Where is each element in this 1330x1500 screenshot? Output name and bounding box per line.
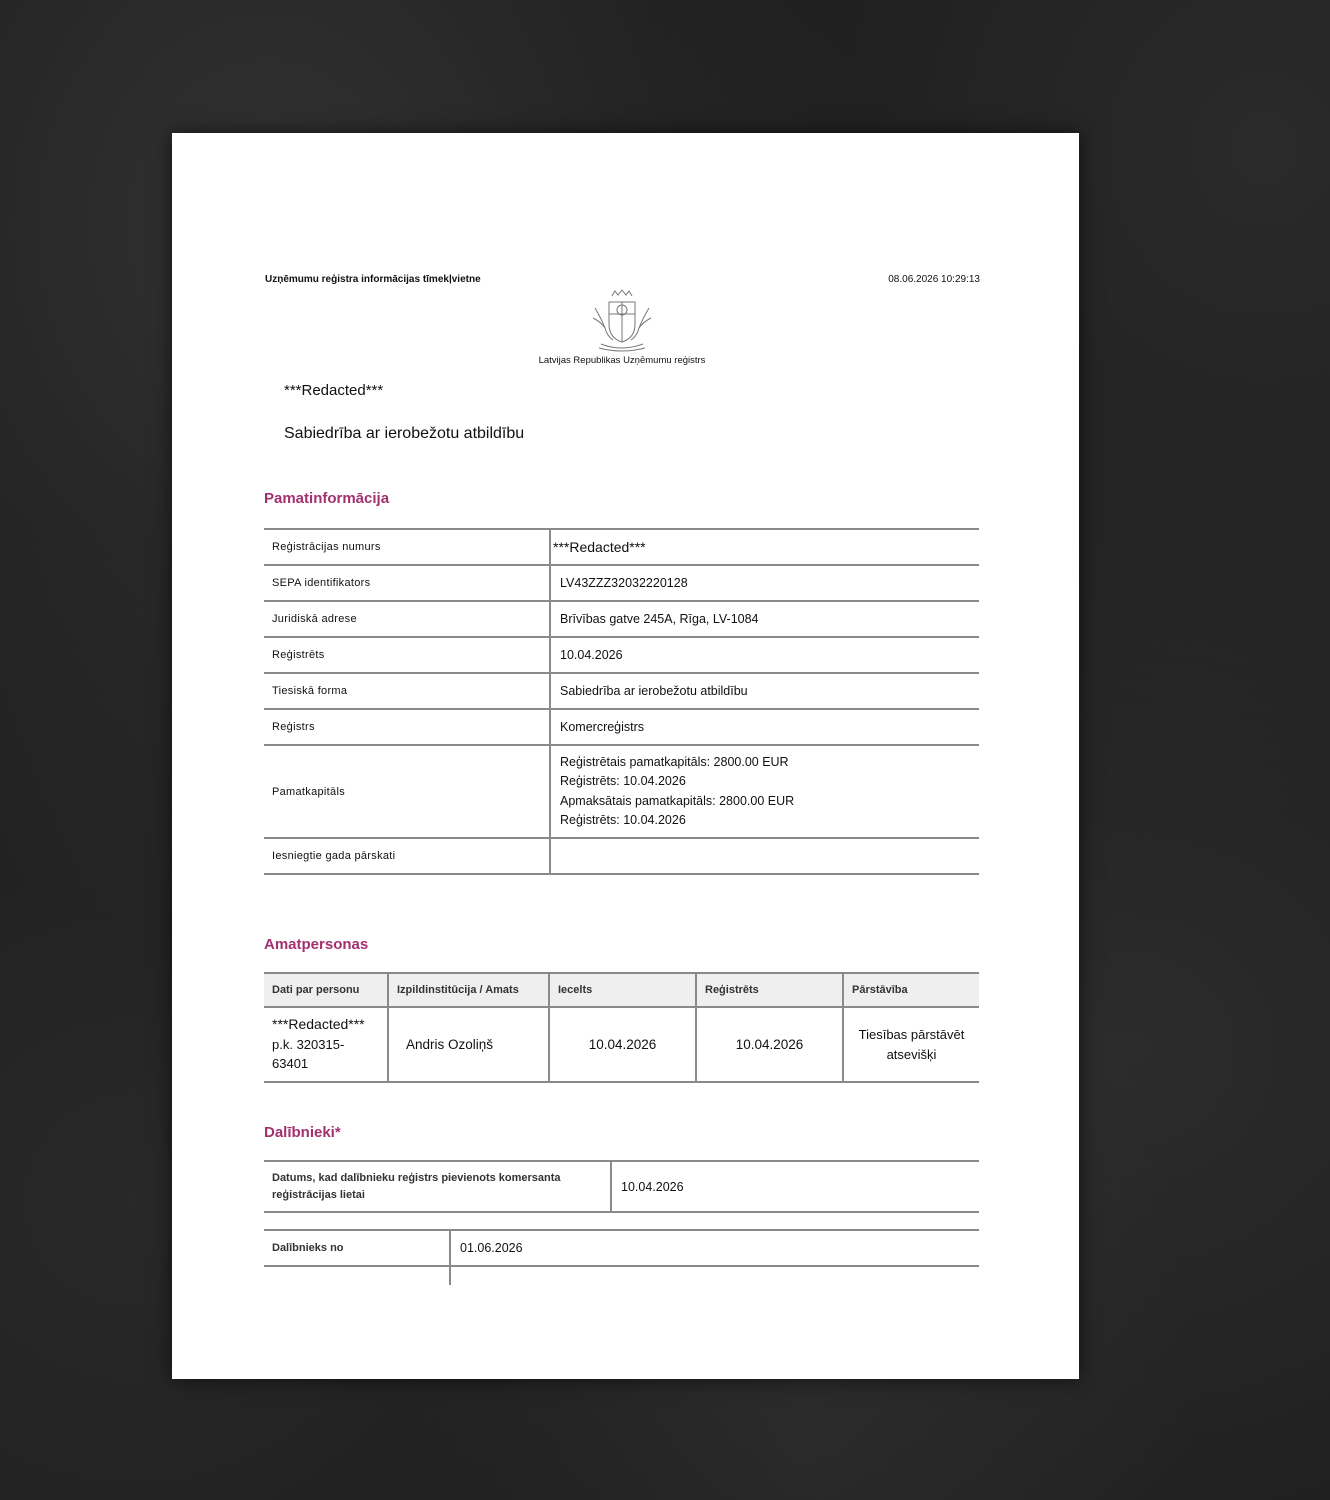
coat-of-arms-icon: [587, 288, 657, 354]
column-header: Reģistrēts: [696, 973, 843, 1007]
position-cell: Andris Ozoliņš: [388, 1007, 549, 1082]
row-value: Brīvības gatve 245A, Rīga, LV-1084: [550, 601, 979, 637]
document-page: [172, 133, 1079, 1379]
representation-line: Tiesības pārstāvēt: [858, 1027, 965, 1042]
column-header: Pārstāvība: [843, 973, 979, 1007]
registered-cell: 10.04.2026: [696, 1007, 843, 1082]
section-title-officers: Amatpersonas: [264, 936, 369, 953]
registry-name: Latvijas Republikas Uzņēmumu reģistrs: [538, 355, 706, 366]
officers-table: [264, 972, 979, 1083]
row-label: Iesniegtie gada pārskati: [264, 838, 550, 874]
members-table: [264, 1229, 979, 1285]
section-title-members: Dalībnieki*: [264, 1124, 341, 1141]
member-since-value: 01.06.2026: [450, 1230, 979, 1266]
company-legal-form: Sabiedrība ar ierobežotu atbildību: [284, 425, 525, 442]
register-date-label: [264, 1161, 611, 1212]
label-line: Datums, kad dalībnieku reģistrs pievienots komersanta: [272, 1171, 561, 1184]
row-value: Sabiedrība ar ierobežotu atbildību: [550, 673, 979, 709]
capital-line: Reģistrētais pamatkapitāls: 2800.00 EUR: [560, 754, 789, 769]
column-header: Izpildinstitūcija / Amats: [388, 973, 549, 1007]
register-date-value: 10.04.2026: [611, 1161, 979, 1212]
person-name: ***Redacted***: [272, 1016, 365, 1033]
capital-line: Reģistrēts: 10.04.2026: [560, 774, 686, 788]
row-label: Tiesiskā forma: [264, 673, 550, 709]
appointed-cell: 10.04.2026: [549, 1007, 696, 1082]
table-row: [264, 529, 979, 565]
column-header: Iecelts: [549, 973, 696, 1007]
row-value: Komercreģistrs: [550, 709, 979, 745]
row-label: Reģistrēts: [264, 637, 550, 673]
members-register-table: [264, 1160, 979, 1213]
table-row: [264, 637, 979, 673]
table-row: [264, 838, 979, 874]
label-line: reģistrācijas lietai: [272, 1188, 365, 1201]
table-row-empty: [264, 1266, 979, 1285]
table-row: [264, 709, 979, 745]
row-value: ***Redacted***: [550, 529, 979, 565]
site-title: Uzņēmumu reģistra informācijas tīmekļvietne: [265, 274, 481, 285]
table-row: [264, 565, 979, 601]
representation-line: atsevišķi: [886, 1046, 937, 1062]
person-code: p.k. 320315-: [272, 1036, 345, 1052]
member-since-label: Dalībnieks no: [264, 1230, 450, 1266]
table-row: [264, 601, 979, 637]
row-label: Reģistrācijas numurs: [264, 529, 550, 565]
row-value-capital: [550, 745, 979, 838]
table-row: [264, 1007, 979, 1082]
capital-line: Reģistrēts: 10.04.2026: [560, 813, 686, 827]
table-row: [264, 673, 979, 709]
row-label: Reģistrs: [264, 709, 550, 745]
person-cell: [264, 1007, 388, 1082]
capital-line: Apmaksātais pamatkapitāls: 2800.00 EUR: [560, 793, 795, 808]
row-value: 10.04.2026: [550, 637, 979, 673]
row-value: LV43ZZZ32032220128: [550, 565, 979, 601]
basic-info-table: [264, 528, 979, 875]
row-value: [550, 838, 979, 874]
row-label: Juridiskā adrese: [264, 601, 550, 637]
empty-cell: [450, 1266, 979, 1285]
empty-cell: [264, 1266, 450, 1285]
table-row-capital: [264, 745, 979, 838]
row-label: Pamatkapitāls: [264, 745, 550, 838]
row-label: SEPA identifikators: [264, 565, 550, 601]
table-row: [264, 1230, 979, 1266]
section-title-basic-info: Pamatinformācija: [264, 490, 390, 507]
representation-cell: [843, 1007, 979, 1082]
person-code: 63401: [272, 1056, 309, 1072]
table-row: [264, 1161, 979, 1212]
table-header-row: [264, 973, 979, 1007]
column-header: Dati par personu: [264, 973, 388, 1007]
print-timestamp: 08.06.2026 10:29:13: [888, 274, 980, 285]
company-name: ***Redacted***: [284, 382, 384, 399]
